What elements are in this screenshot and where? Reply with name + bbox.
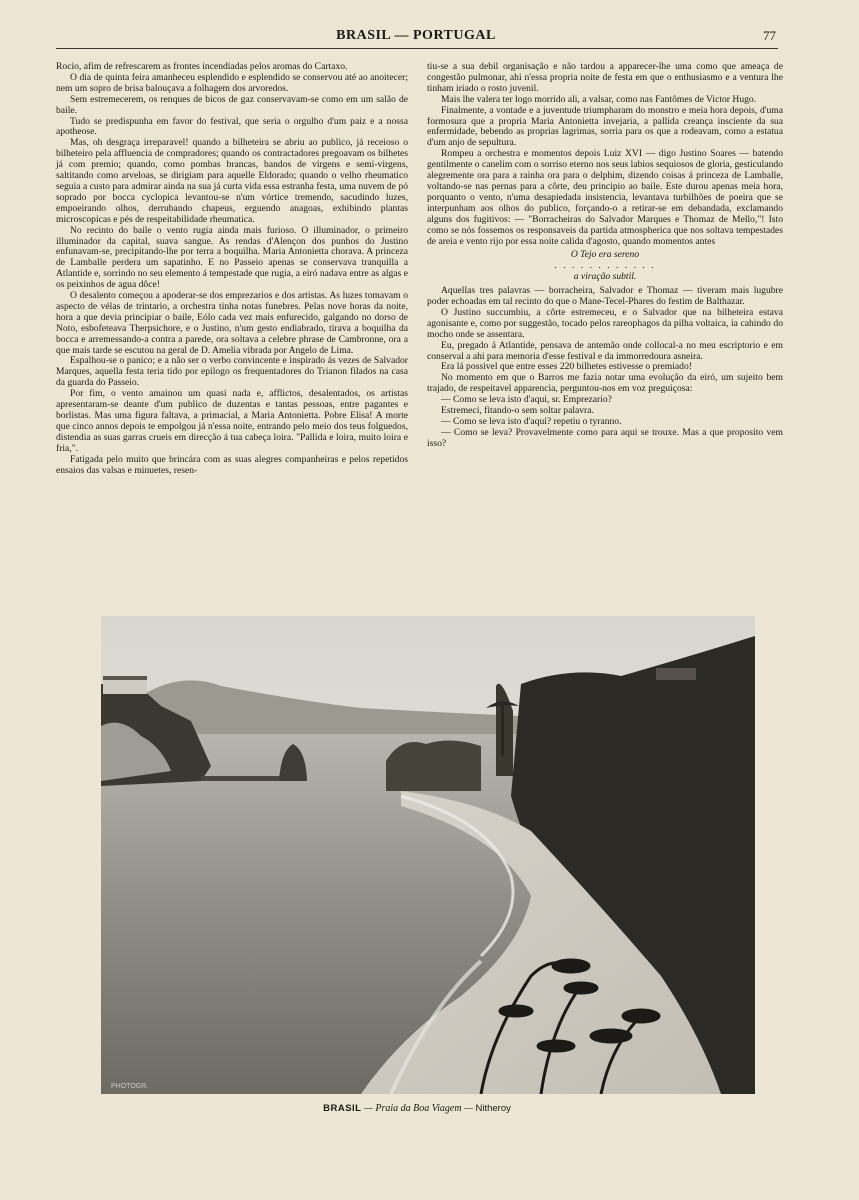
caption-place: — Praia da Boa Viagem —	[361, 1103, 476, 1114]
verse-quote	[427, 250, 783, 283]
verse-ellipsis: . . . . . . . . . . . .	[554, 260, 656, 272]
paragraph: Fatigada pelo muito que brincára com as suas alegres companheiras e pelos repetidos ensaios das valsas e minuetes, resen-	[56, 453, 408, 476]
photo-illustration	[101, 616, 755, 1094]
running-header	[56, 28, 776, 48]
paragraph: O Justino succumbiu, a côrte estremeceu, e o Salvador que na bilheteira estava agonisante e, como por suggestão, tocado pelos rareophagos da pilha voltaica, ia cahindo do mocho onde se assentara.	[427, 306, 783, 340]
paragraph: Mais lhe valera ter logo morrido ali, a valsar, como nas Fantômes de Victor Hugo.	[441, 93, 757, 105]
paragraph: Por fim, o vento amainou um quasi nada e, afflictos, desalentados, os artistas apresentaram-se deante d'um publico de duzentas e tantas pessoas, entre pagantes e borlistas. Mas uma figura faltava, a primacial, a Maria Antonietta. Pobre Elisa! A morte que cinco annos depois te empolgou já n'essa noite, entrando pelo meio dos teus folguedos, distendia as suas garras crueis em direcção á tua cabeça loira. "Pallida e loira, muito loira e fria,".	[56, 388, 408, 454]
page-number: 77	[763, 28, 776, 43]
paragraph: Sem estremecerem, os renques de bicos de gaz conservavam-se como em um salão de baile.	[56, 93, 408, 116]
paragraph: Finalmente, a vontade e a juventude triumpharam do monstro e meia hora depois, d'uma formosura que a propria Maria Antonietta invejaria, a pallida creança insciente da sua enfermidade, bebendo as proprias lagrimas, sorria para os que a rodeavam, como a estatua d'um anjo de sepultura.	[427, 104, 783, 149]
right-column	[427, 62, 783, 450]
paragraph: Mas, oh desgraça irreparavel! quando a bilheteira se abriu ao publico, já receioso o bilheteiro pela affluencia de compradores; quando os contractadores pregoavam os bilhetes já com premio; quando, como pombas brancas, bandos de virgens e semi-virgens, saltitando como arveloas, se dirigiam para aquelle Eldorado; quando o velho rheumatico seguia a custo para admirar ainda na sua já curta vida essa estranha festa, uma nuvem de pó soprado por bocca cyclopica levantou-se n'um vórtice tremendo, sacudindo luzes, empoeirando olhos, derrubando chapeus, erguendo anagoas, exhibindo plantas microscopicas e pés de respeitabilidade rheumatica.	[56, 137, 408, 225]
caption-city: Nitheroy	[475, 1103, 511, 1114]
header-title: BRASIL — PORTUGAL	[336, 28, 496, 43]
paragraph: O desalento começou a apoderar-se dos emprezarios e dos artistas. As luzes tomavam o aspecto de vélas de trintario, a orchestra tinha notas funebres. Pelas nove horas da noite, hora a que devia principiar o baile, Eólo cada vez mais enfurecido, galgando no dorso de Noto, esbofeteava Therpsichore, e o Justino, n'um gesto endiabrado, tirava a boquilha da bocca e arremessando-a contra a parede, ora soltava a celebre phrase de Cambronne, ora a que mais tarde se escutou na geral de D. Amelia vibrada por Angelo de Lima.	[56, 290, 408, 356]
paragraph: Espalhou-se o panico; e a não ser o verbo convincente e inspirado ás vezes de Salvador Marques, aquella festa teria tido por epilogo os frequentadores do Trianon filados na casa da guarda do Passeio.	[56, 355, 408, 389]
paragraph: Rompeu a orchestra e momentos depois Luiz XVI — digo Justino Soares — batendo gentilmente o canelim com o sorriso eterno nos seus labios sequiosos de gloria, gesticulando alegremente ora para a rainha ora para o delphim, dizendo coisas á princeza de Lamballe, voltando-se nas pernas para a côrte, deu principio ao baile. Este durou apenas meia hora, porquanto o vento, n'uma desapiedada insistencia, levantava turbilhões de poeira que se interpunham aos olhos do publico, forçando-o a retirar-se em debandada, exclamando alguns dos fugitivos: — "Borracheiras do Salvador Marques e Thomaz de Mello,"! Isto como se nós fossemos os responsaveis da partida atmospherica que nos soltava tempestades de areia e vento rijo por essa noite calida d'agosto, quando momentos antes	[427, 148, 783, 247]
verse-line: a viração subtil.	[573, 271, 637, 283]
paragraph: No momento em que o Barros me fazia notar uma evolução da eiró, um sujeito bem trajado, de respeitavel apparencia, perguntou-nos em voz preguiçosa:	[427, 372, 783, 395]
dialogue-line: — Como se leva isto d'aqui? repetiu o tyranno.	[441, 416, 622, 427]
paragraph: Eu, pregado á Atlantide, pensava de antemão onde collocal-a no meu escriptorio e em conserval a ahi para memoria d'esse festival e da immorredoura asneira.	[427, 339, 783, 362]
paragraph: Rocio, afim de refrescarem as frontes incendiadas pelos aromas do Cartaxo.	[56, 61, 348, 72]
left-column	[56, 62, 408, 476]
paragraph: O dia de quinta feira amanheceu esplendido e esplendido se conservou até ao anoitecer; nem um sopro de brisa balouçava a folhagem dos arvoredos.	[56, 71, 408, 94]
photo-signature: PHOTOGR.	[111, 1083, 149, 1090]
dialogue-line: — Como se leva? Provavelmente como para aqui se trouxe. Mas a que proposito vem isso?	[427, 426, 783, 449]
paragraph: Tudo se predispunha em favor do festival, que seria o orgulho d'um paiz e a nossa apotheose.	[56, 115, 408, 138]
paragraph: Era lá possivel que entre esses 220 bilhetes estivesse o premiado!	[441, 361, 692, 373]
paragraph: tiu-se a sua debil organisação e não tardou a apparecer-lhe uma como que ameaça de congestão pulmonar, ahi n'essa propria noite de festa em que o enthusiasmo e a ventura lhe tinham iriado o rosto juvenil.	[427, 61, 783, 94]
paragraph: Aquellas tres palavras — borracheira, Salvador e Thomaz — tiveram mais lugubre poder echoadas em tal recinto do que o Mane-Tecel-Phares do festim de Balthazar.	[427, 285, 783, 308]
verse-line: O Tejo era sereno	[570, 249, 640, 261]
caption-country: BRASIL	[323, 1103, 362, 1114]
header-rule	[56, 48, 778, 49]
dialogue-line: — Como se leva isto d'aqui, sr. Emprezario?	[441, 394, 612, 406]
beach-photograph	[101, 616, 755, 1094]
paragraph: Estremeci, fitando-o sem soltar palavra.	[441, 405, 594, 417]
figure-caption	[56, 1103, 778, 1114]
paragraph: No recinto do baile o vento rugia ainda mais furioso. O illuminador, o primeiro illuminador da capital, suava sangue. As rendas d'Alençon dos punhos do Justino enfunavam-se, precipitando-lhe por terra a boquilha. Maria Antonietta chorava. A princeza de Lamballe perdera um sapatinho. E no Passeio apenas se conservava tranquilla a Atlantide e, sorrindo no seu elemento á tempestade que rugia, a eiró nadava entre as algas e os peixinhos de agua dôce!	[56, 224, 408, 291]
